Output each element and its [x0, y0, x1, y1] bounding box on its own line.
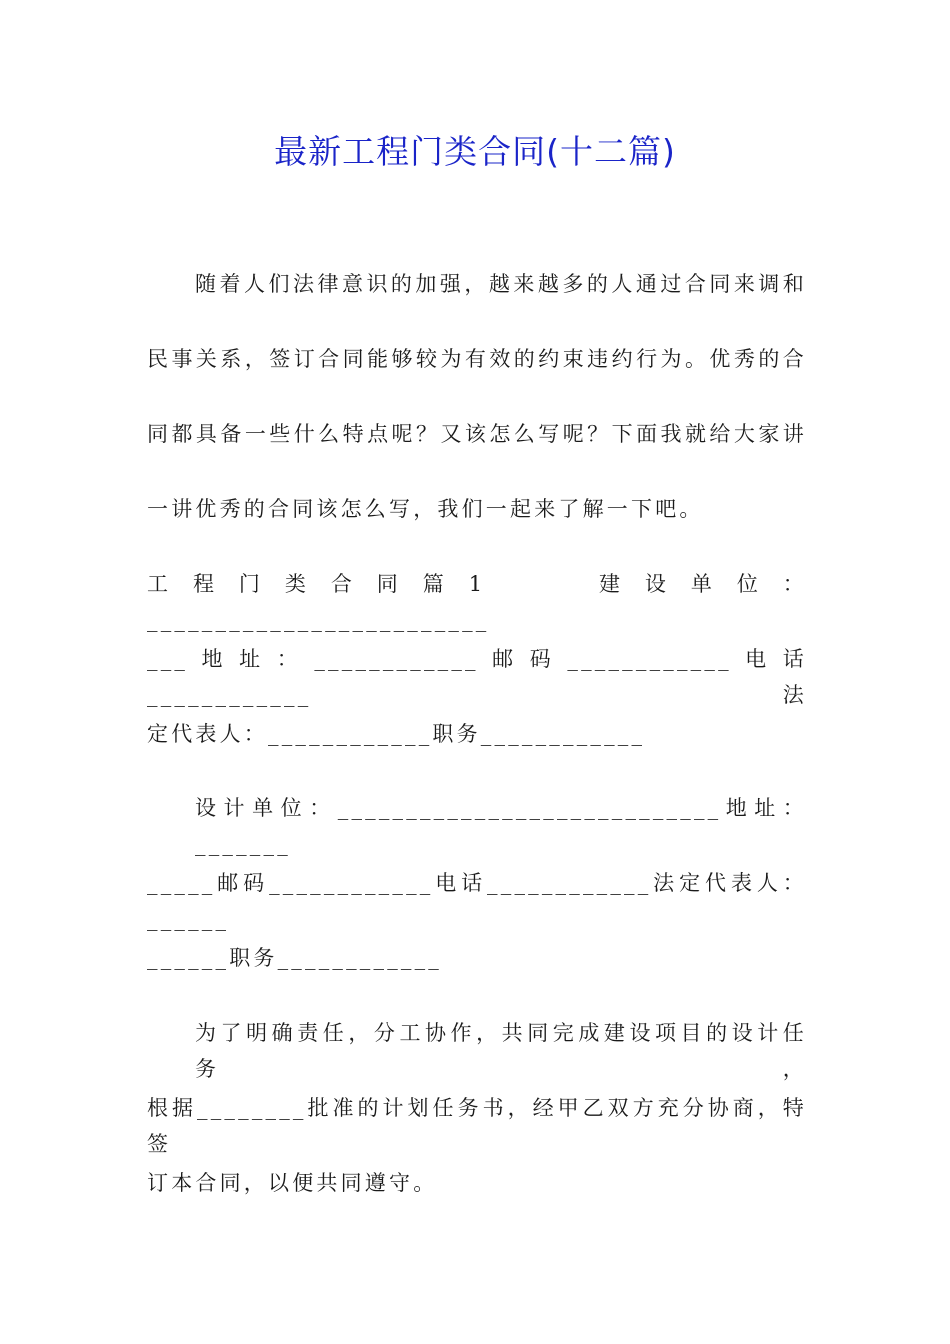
purpose-line-2: 根据________批准的计划任务书，经甲乙双方充分协商，特签: [147, 1096, 807, 1156]
designer-contact-line: _____邮码____________电话____________法定代表人：______: [147, 871, 807, 931]
intro-line-3: 同都具备一些什么特点呢？又该怎么写呢？下面我就给大家讲: [147, 422, 807, 446]
builder-address-line: ___地址：____________邮码____________电话____________法: [147, 647, 807, 707]
document-title: 最新工程门类合同(十二篇): [274, 132, 676, 171]
intro-line-4: 一讲优秀的合同该怎么写，我们一起来了解一下吧。: [147, 497, 704, 521]
designer-position-line: ______职务____________: [147, 946, 442, 970]
builder-representative-line: 定代表人：____________职务____________: [147, 722, 646, 746]
intro-line-1: 随着人们法律意识的加强，越来越多的人通过合同来调和: [195, 272, 807, 296]
purpose-line-3: 订本合同，以便共同遵守。: [147, 1171, 438, 1195]
designer-unit-line: 设计单位：____________________________地址：_______: [195, 796, 807, 856]
intro-line-2: 民事关系，签订合同能够较为有效的约束违约行为。优秀的合: [147, 347, 807, 371]
purpose-line-1: 为了明确责任，分工协作，共同完成建设项目的设计任务，: [195, 1021, 807, 1081]
contract-heading-line: 工程门类合同篇1 建设单位：_________________________: [147, 572, 807, 632]
